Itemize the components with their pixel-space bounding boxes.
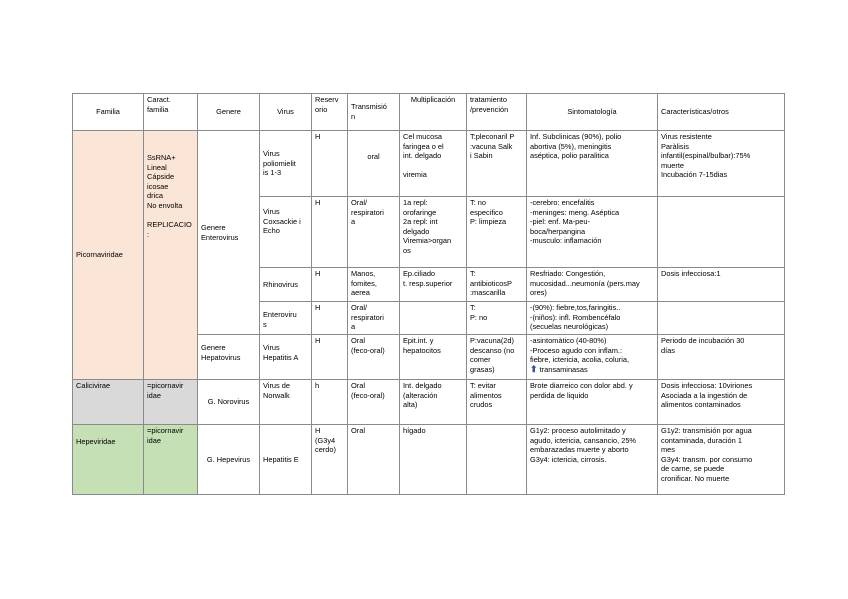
- table-row-hepeviridae: [73, 425, 785, 495]
- cell-line: familia: [147, 104, 169, 114]
- cell-line: Lineal: [147, 162, 167, 172]
- transmision-hepatitis-a: [348, 335, 400, 380]
- cell-line: drica: [147, 191, 164, 201]
- cell-line: alta): [403, 400, 418, 410]
- cell-line: SsRNA+: [147, 153, 176, 162]
- cell-line: idae: [147, 435, 161, 445]
- cell-line: -Proceso agudo con inflam.:: [530, 345, 623, 355]
- reservorio-hepatitis-a: H: [312, 335, 348, 380]
- tratamiento-coxsackie: [467, 197, 527, 268]
- cell-line: =picornavir: [147, 426, 184, 435]
- cell-line: Periodo de incubación 30: [661, 336, 745, 345]
- sintomatologia-polio: [527, 131, 658, 197]
- reservorio-norwalk: h: [312, 380, 348, 425]
- caracteristicas-norwalk: [658, 380, 785, 425]
- cell-line: P: no: [470, 312, 488, 322]
- cell-line: /prevención: [470, 104, 509, 114]
- multiplicacion-polio: [400, 131, 467, 197]
- cell-line: grasas): [470, 364, 495, 374]
- caract-picornaviridae: [144, 131, 198, 380]
- cell-line: (secuelas neurológicas): [530, 322, 609, 332]
- sintomatologia-hepatitis-a-lines: [530, 336, 654, 365]
- cell-line: -(niños): infl. Rombencéfalo: [530, 312, 621, 322]
- cell-line: Transmisió: [351, 102, 387, 112]
- cell-line: (alteración: [403, 390, 438, 400]
- cell-line: alimentos contaminados: [661, 400, 741, 410]
- cell-line: boca/herpangina: [530, 226, 586, 236]
- transmision-hepatitis-e: Oral: [348, 425, 400, 495]
- cell-line: tratamiento: [470, 95, 507, 104]
- cell-line: alimentos: [470, 390, 502, 400]
- cell-line: poliomielit: [263, 158, 296, 168]
- cell-line: Resfriado: Congestión,: [530, 269, 606, 278]
- cell-line: -meninges: meng. Aséptica: [530, 207, 620, 217]
- reservorio-hepatitis-e: [312, 425, 348, 495]
- cell-line: T:: [470, 269, 476, 278]
- header-multiplicacion: Multiplicación: [400, 94, 467, 131]
- sintomatologia-coxsackie: [527, 197, 658, 268]
- cell-line: Oral/: [351, 198, 368, 207]
- cell-line: contaminada, duración 1: [661, 435, 742, 445]
- cell-line: faringea o el: [403, 141, 444, 151]
- cell-line: [147, 211, 194, 221]
- cell-line: Caract.: [147, 95, 171, 104]
- cell-line: cronificar. No muerte: [661, 473, 730, 483]
- cell-line: Echo: [263, 226, 280, 236]
- cell-line: Manos,: [351, 269, 376, 278]
- header-reservorio: [312, 94, 348, 131]
- cell-line: H: [315, 426, 321, 435]
- reservorio-coxsackie: H: [312, 197, 348, 268]
- cell-line: Coxsackie i: [263, 216, 301, 226]
- cell-line: delgado: [403, 226, 430, 236]
- cell-line: is 1-3: [263, 168, 282, 178]
- cell-line: Dosis infecciosa: 10viriones: [661, 381, 753, 390]
- cell-line: mes: [661, 445, 675, 455]
- header-caracteristicas: Características/otros: [658, 94, 785, 131]
- reservorio-enterovirus: H: [312, 302, 348, 335]
- cell-line: -cerebro: encefalitis: [530, 198, 595, 207]
- cell-line: Hepatovirus: [201, 352, 241, 362]
- caract-calicivirae: [144, 380, 198, 425]
- cell-line: Virus resistente: [661, 132, 712, 141]
- virus-hepatitis-e: Hepatitis E: [260, 425, 312, 495]
- family-picornaviridae: Picornaviridae: [73, 131, 144, 380]
- cell-line: días: [661, 345, 675, 355]
- genere-enterovirus: [198, 131, 260, 335]
- virus-enterovirus: [260, 302, 312, 335]
- sintomatologia-hepatitis-a-last: [530, 365, 654, 375]
- transmision-polio: oral: [348, 131, 400, 197]
- cell-line: respiratori: [351, 312, 384, 322]
- cell-line: descanso (no: [470, 345, 515, 355]
- sintomatologia-enterovirus: [527, 302, 658, 335]
- cell-line: T: evitar: [470, 381, 496, 390]
- cell-line: T:pleconaril P: [470, 132, 515, 141]
- cell-line: G3y4: ictericia, cirrosis.: [530, 454, 607, 464]
- sintomatologia-hepatitis-e: [527, 425, 658, 495]
- reservorio-polio: H: [312, 131, 348, 197]
- tratamiento-polio: [467, 131, 527, 197]
- cell-line: Cápside icosae: [147, 172, 175, 191]
- cell-line: REPLICACIO: [147, 220, 192, 230]
- transmision-norwalk: [348, 380, 400, 425]
- cell-line: os: [403, 245, 411, 255]
- cell-line: :mascarilla: [470, 288, 506, 298]
- cell-line: G1y2: transmisión por agua: [661, 426, 752, 435]
- transmision-coxsackie: [348, 197, 400, 268]
- cell-line: Paràlisis: [661, 141, 689, 151]
- caracteristicas-coxsackie: [658, 197, 785, 268]
- virus-rhino: Rhinovirus: [260, 268, 312, 302]
- table-row-polio: [73, 131, 785, 197]
- cell-line: Norwalk: [263, 390, 290, 400]
- header-virus: Virus: [260, 94, 312, 131]
- multiplicacion-enterovirus: [400, 302, 467, 335]
- cell-line: de carne, se puede: [661, 464, 725, 474]
- cell-line: -piel: enf. Ma-peu-: [530, 217, 590, 227]
- sintomatologia-norwalk: [527, 380, 658, 425]
- cell-line: i Sabin: [470, 151, 493, 161]
- multiplicacion-hepatitis-a: [400, 335, 467, 380]
- cell-line: :: [147, 229, 150, 239]
- cell-line: Virus de: [263, 381, 290, 390]
- multiplicacion-hepatitis-e: hígado: [400, 425, 467, 495]
- cell-line: antibioticosP: [470, 278, 512, 288]
- multiplicacion-norwalk: [400, 380, 467, 425]
- transmision-enterovirus: [348, 302, 400, 335]
- cell-line: Int. delgado: [403, 381, 442, 390]
- caracteristicas-rhino: [658, 268, 785, 302]
- cell-line: (G3y4: [315, 435, 336, 445]
- caracteristicas-hepatitis-a: [658, 335, 785, 380]
- cell-line: P:vacuna(2d): [470, 336, 514, 345]
- tratamiento-hepatitis-e: [467, 425, 527, 495]
- reservorio-rhino: H: [312, 268, 348, 302]
- header-transmision: [348, 94, 400, 131]
- cell-line: Virus: [263, 149, 280, 158]
- cell-line: t. resp.superior: [403, 278, 453, 288]
- arrow-up-icon: ⬆: [530, 363, 538, 374]
- cell-line: orio: [315, 104, 328, 114]
- header-caract: [144, 94, 198, 131]
- cell-line: comer: [470, 355, 491, 365]
- cell-line: embarazadas muerte y aborto: [530, 445, 629, 455]
- cell-line: 1a repl:: [403, 198, 428, 207]
- header-sintomatologia: Sintomatología: [527, 94, 658, 131]
- cell-line: Brote diarreico con dolor abd. y: [530, 381, 633, 390]
- header-tratamiento: [467, 94, 527, 131]
- caracteristicas-hepatitis-e: [658, 425, 785, 495]
- multiplicacion-coxsackie: [400, 197, 467, 268]
- cell-line: [403, 161, 463, 171]
- cell-line: s: [263, 319, 267, 329]
- cell-line: Oral/: [351, 303, 368, 312]
- cell-line: =picornavir: [147, 381, 184, 390]
- cell-line: -musculo: inflamación: [530, 236, 602, 246]
- virus-norwalk: [260, 380, 312, 425]
- cell-line: Oral: [351, 336, 365, 345]
- virus-polio: [260, 131, 312, 197]
- cell-line: Ep.ciliado: [403, 269, 436, 278]
- cell-line: cerdo): [315, 445, 336, 455]
- sintomatologia-hepatitis-a: [527, 335, 658, 380]
- caract-hepeviridae: [144, 425, 198, 495]
- cell-line: Enteroviru: [263, 310, 297, 319]
- cell-line: No envolta: [147, 200, 183, 210]
- cell-line: Inf. Subclinicas (90%), polio: [530, 132, 622, 141]
- cell-line: (feco-oral): [351, 390, 385, 400]
- cell-line: G1y2: proceso autolimitado y: [530, 426, 626, 435]
- sintomatologia-rhino: [527, 268, 658, 302]
- genere-hepevirus: G. Hepevirus: [198, 425, 260, 495]
- virus-coxsackie: [260, 197, 312, 268]
- cell-line: hepatocitos: [403, 345, 441, 355]
- table-row-calicivirae: [73, 380, 785, 425]
- cell-line: muerte: [661, 160, 685, 170]
- cell-line: int. delgado: [403, 151, 442, 161]
- cell-line: a: [351, 217, 356, 227]
- cell-line: T:: [470, 303, 476, 312]
- cell-line: Reserv: [315, 95, 339, 104]
- sintoma-transaminasas: transaminasas: [539, 364, 588, 374]
- cell-line: idae: [147, 390, 161, 400]
- cell-line: Enterovirus: [201, 232, 239, 242]
- cell-line: Virus: [263, 207, 280, 216]
- cell-line: T: no: [470, 198, 487, 207]
- cell-line: mucosidad...neumonía (pers.may: [530, 278, 640, 288]
- cell-line: 2a repl: int: [403, 217, 438, 227]
- cell-line: Cel mucosa: [403, 132, 443, 141]
- tratamiento-norwalk: [467, 380, 527, 425]
- cell-line: aséptica, polio paralitica: [530, 151, 609, 161]
- virus-table: [72, 93, 785, 495]
- virus-hepatitis-a: [260, 335, 312, 380]
- family-calicivirae: Calicivirae: [73, 380, 144, 425]
- cell-line: abortiva (5%), meningitis: [530, 141, 612, 151]
- cell-line: P: limpieza: [470, 217, 507, 227]
- cell-line: ores): [530, 288, 547, 298]
- multiplicacion-rhino: [400, 268, 467, 302]
- cell-line: especifico: [470, 207, 503, 217]
- cell-line: aerea: [351, 288, 370, 298]
- cell-line: agudo, ictericia, cansancio, 25%: [530, 435, 636, 445]
- cell-line: Asociada a la ingestión de: [661, 390, 748, 400]
- cell-line: a: [351, 322, 356, 332]
- tratamiento-hepatitis-a: [467, 335, 527, 380]
- cell-line: fiebre, ictericia, acolia, coluria,: [530, 355, 629, 365]
- cell-line: infantil(espinal/bulbar):75%: [661, 151, 751, 161]
- cell-line: -asintomàtico (40-80%): [530, 336, 607, 345]
- transmision-rhino: [348, 268, 400, 302]
- cell-line: Dosis infecciosa:1: [661, 269, 721, 278]
- caracteristicas-enterovirus: [658, 302, 785, 335]
- cell-line: viremia: [403, 170, 427, 180]
- cell-line: crudos: [470, 400, 493, 410]
- caracteristicas-polio: [658, 131, 785, 197]
- tratamiento-enterovirus: [467, 302, 527, 335]
- header-familia: Familia: [73, 94, 144, 131]
- genere-hepatovirus: [198, 335, 260, 380]
- cell-line: orofaringe: [403, 207, 437, 217]
- cell-line: Genere: [201, 222, 226, 232]
- cell-line: Virus: [263, 343, 280, 352]
- cell-line: Hepatitis A: [263, 352, 299, 362]
- tratamiento-rhino: [467, 268, 527, 302]
- cell-line: Incubación 7-15dias: [661, 170, 728, 180]
- family-hepeviridae: Hepeviridae: [73, 425, 144, 495]
- cell-line: Genere: [201, 343, 226, 352]
- cell-line: -(90%): fiebre,tos,faringitis..: [530, 303, 621, 312]
- genere-norovirus: G. Norovirus: [198, 380, 260, 425]
- cell-line: (feco-oral): [351, 345, 385, 355]
- header-genere: Genere: [198, 94, 260, 131]
- cell-line: fomites,: [351, 278, 377, 288]
- cell-line: Viremia>organ: [403, 236, 452, 246]
- cell-line: n: [351, 112, 356, 121]
- header-row: [73, 94, 785, 131]
- cell-line: respiratori: [351, 207, 384, 217]
- cell-line: Oral: [351, 381, 365, 390]
- cell-line: :vacuna Salk: [470, 141, 513, 151]
- cell-line: Epit.int. y: [403, 336, 434, 345]
- cell-line: G3y4: transm. por consumo: [661, 454, 753, 464]
- cell-line: perdida de liquido: [530, 390, 589, 400]
